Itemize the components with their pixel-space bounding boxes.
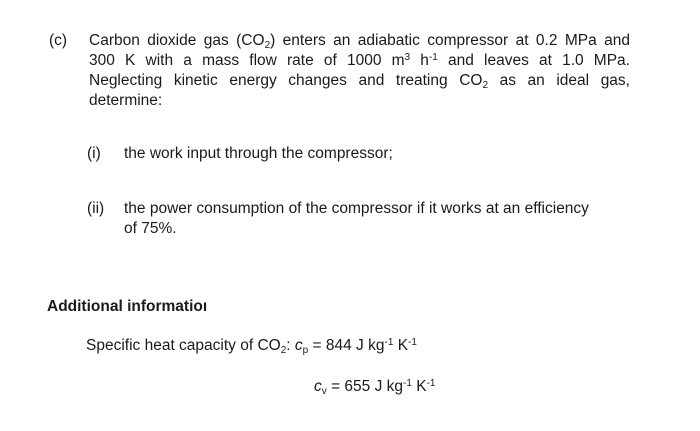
additional-info-heading: Additional informatioı bbox=[47, 298, 208, 315]
question-line-1: Carbon dioxide gas $(CO_2)$ enters an adiabatic compressor at 0.2 MPa and bbox=[89, 32, 631, 51]
question-line-3: Neglecting kinetic energy changes and treating $CO_2$ as an ideal gas, bbox=[89, 72, 630, 91]
part-label: (c) bbox=[49, 32, 68, 49]
sub-question-2-text: the power consumption of the compressor if it works at an efficiency of 75%. bbox=[124, 200, 589, 237]
cv-line: $c_v = 655$ J $kg^{-1}$ $K^{-1}$ bbox=[314, 378, 436, 397]
sub-question-1-number: (i) bbox=[87, 145, 101, 162]
question-line-2: 300 K with a mass flow rate of 1000 $m^3$ $h^{-1}$ and leaves at 1.0 MPa. bbox=[89, 52, 630, 69]
question-line-4: determine: bbox=[89, 92, 163, 109]
cp-line: Specific heat capacity of $CO_2$: $c_p = 844$ J $kg^{-1}$ $K^{-1}$ bbox=[86, 337, 417, 356]
sub-question-2-number: (ii) bbox=[87, 200, 105, 217]
sub-question-1-text: the work input through the compressor; bbox=[124, 145, 393, 162]
question-text bbox=[89, 31, 630, 111]
